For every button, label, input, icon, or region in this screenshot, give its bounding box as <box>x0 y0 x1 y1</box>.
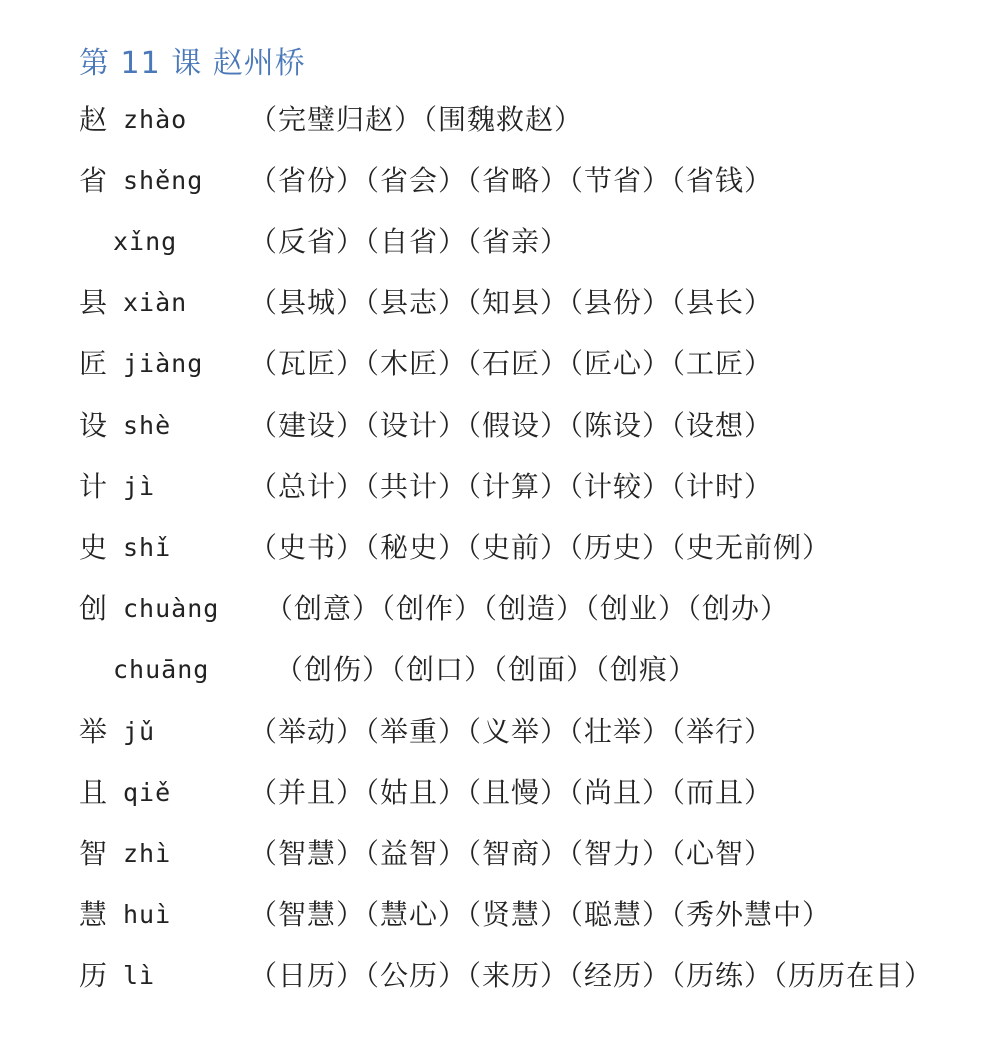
vocab-pinyin: jiàng <box>123 349 204 378</box>
vocab-pinyin: jì <box>123 472 156 501</box>
vocab-words: （并且）（姑且）（且慢）（尚且）（而且） <box>249 776 774 809</box>
vocab-char: 赵 <box>79 103 108 136</box>
vocab-pinyin: huì <box>123 900 172 929</box>
vocab-row <box>79 526 979 570</box>
vocab-char: 匠 <box>79 347 108 380</box>
vocab-row <box>79 465 979 509</box>
vocab-pinyin: zhào <box>123 105 188 134</box>
vocab-words: （智慧）（益智）（智商）（智力）（心智） <box>249 837 774 870</box>
vocab-words: （日历）（公历）（来历）（经历）（历练）（历历在目） <box>249 959 934 992</box>
vocab-row <box>79 771 979 815</box>
vocab-words: （史书）（秘史）（史前）（历史）（史无前例） <box>249 531 832 564</box>
vocab-char: 且 <box>79 776 108 809</box>
vocab-row <box>79 954 979 998</box>
vocab-row <box>79 404 979 448</box>
vocab-row <box>79 281 979 325</box>
vocab-words: （总计）（共计）（计算）（计较）（计时） <box>249 470 774 503</box>
vocab-words: （瓦匠）（木匠）（石匠）（匠心）（工匠） <box>249 347 774 380</box>
vocab-row <box>79 342 979 386</box>
vocab-char: 智 <box>79 837 108 870</box>
vocab-row <box>79 648 979 692</box>
vocab-pinyin: chuàng <box>123 594 220 623</box>
vocab-words: （建设）（设计）（假设）（陈设）（设想） <box>249 409 774 442</box>
vocab-pinyin: jǔ <box>123 717 156 746</box>
vocab-pinyin: xiàn <box>123 288 188 317</box>
vocab-pinyin: qiě <box>123 778 172 807</box>
vocab-char: 创 <box>79 592 108 625</box>
vocab-char: 设 <box>79 409 108 442</box>
vocab-pinyin: chuāng <box>113 655 210 684</box>
vocab-char: 省 <box>79 164 108 197</box>
vocab-words: （创意）（创作）（创造）（创业）（创办） <box>265 592 790 625</box>
vocab-pinyin: shè <box>123 411 172 440</box>
vocab-char: 慧 <box>79 898 108 931</box>
page-title: 第 11 课 赵州桥 <box>79 46 306 81</box>
vocab-row <box>79 98 979 142</box>
vocab-row <box>79 832 979 876</box>
vocab-pinyin: shěng <box>123 166 204 195</box>
vocab-row <box>79 220 979 264</box>
vocab-words: （省份）（省会）（省略）（节省）（省钱） <box>249 164 774 197</box>
vocab-row <box>79 893 979 937</box>
vocab-char: 举 <box>79 715 108 748</box>
vocab-char: 计 <box>79 470 108 503</box>
vocab-pinyin: shǐ <box>123 533 172 562</box>
vocab-char: 历 <box>79 959 108 992</box>
vocab-char: 史 <box>79 531 108 564</box>
vocab-row <box>79 587 979 631</box>
vocab-words: （举动）（举重）（义举）（壮举）（举行） <box>249 715 774 748</box>
vocab-row <box>79 159 979 203</box>
vocab-words: （完璧归赵）（围魏救赵） <box>249 103 584 136</box>
vocab-words: （县城）（县志）（知县）（县份）（县长） <box>249 286 774 319</box>
vocab-pinyin: lì <box>123 961 156 990</box>
vocab-words: （智慧）（慧心）（贤慧）（聪慧）（秀外慧中） <box>249 898 832 931</box>
vocab-words: （创伤）（创口）（创面）（创痕） <box>275 653 698 686</box>
vocab-words: （反省）（自省）（省亲） <box>249 225 570 258</box>
vocab-row <box>79 710 979 754</box>
vocab-char: 县 <box>79 286 108 319</box>
vocab-pinyin: zhì <box>123 839 172 868</box>
vocab-pinyin: xǐng <box>113 227 178 256</box>
